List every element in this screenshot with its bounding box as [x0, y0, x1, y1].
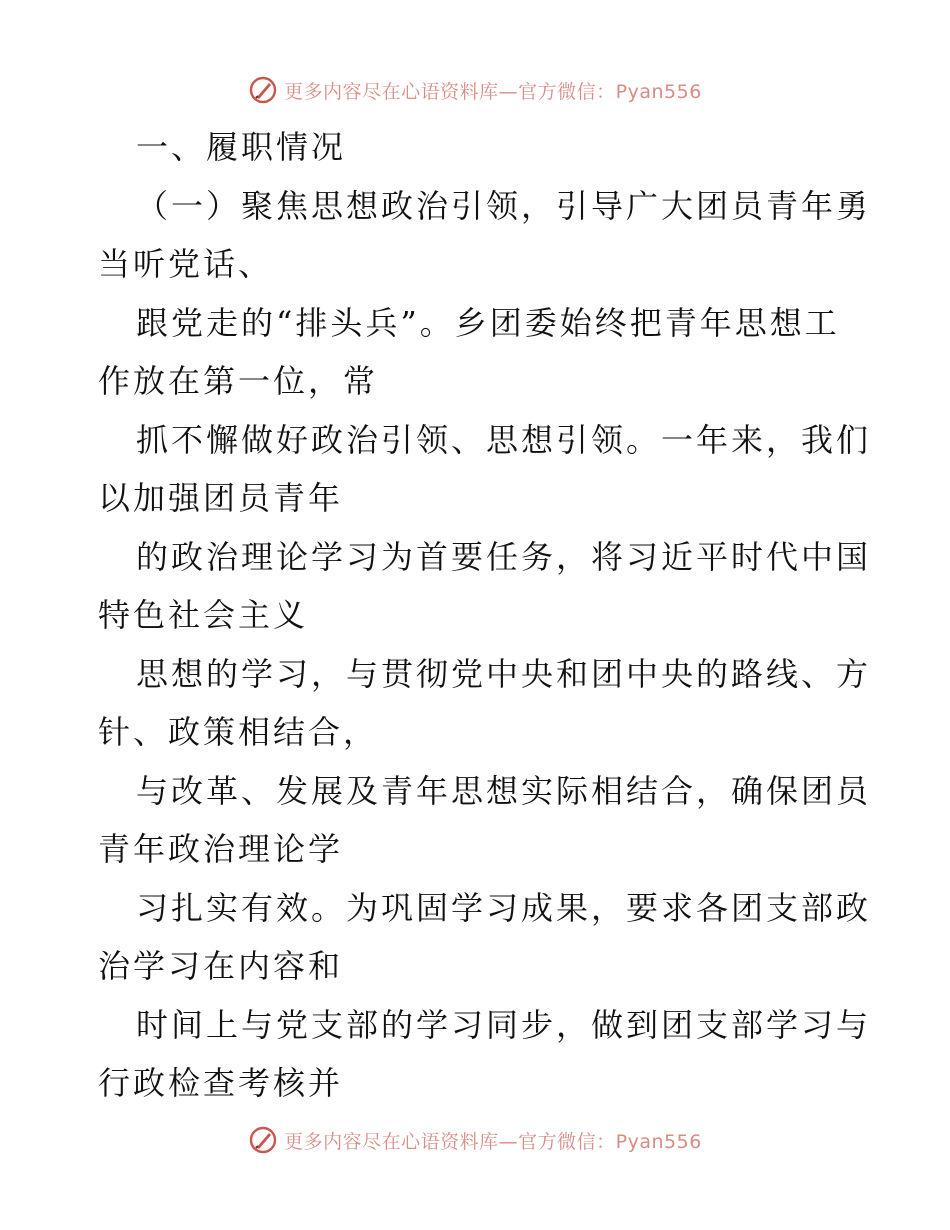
document-body [98, 118, 872, 1113]
paragraph-line: 当听党话、 [98, 245, 274, 283]
quill-pen-logo-icon [248, 1125, 278, 1155]
quill-pen-logo-icon [248, 75, 278, 105]
footer-watermark-banner [0, 1120, 950, 1160]
footer-watermark-text: 更多内容尽在心语资料库—官方微信：Pyan556 [284, 1130, 702, 1153]
section-heading: 一、履职情况 [136, 128, 347, 166]
paragraph-line: 以加强团员青年 [98, 479, 344, 517]
paragraph-line: 特色社会主义 [98, 596, 309, 634]
paragraph-line: 时间上与党支部的学习同步，做到团支部学习与 [136, 1005, 872, 1044]
header-watermark-text: 更多内容尽在心语资料库—官方微信：Pyan556 [284, 80, 702, 103]
paragraph-line: 与改革、发展及青年思想实际相结合，确保团员 [136, 771, 872, 810]
paragraph-line: 跟党走的“排头兵”。乡团委始终把青年思想工 [136, 303, 840, 342]
paragraph-line: （一）聚焦思想政治引领，引导广大团员青年勇 [136, 186, 872, 225]
paragraph-line: 作放在第一位，常 [98, 362, 379, 400]
header-watermark-banner [0, 70, 950, 110]
paragraph-line: 思想的学习，与贯彻党中央和团中央的路线、方 [136, 654, 872, 693]
paragraph-line: 抓不懈做好政治引领、思想引领。一年来，我们 [136, 420, 872, 459]
paragraph-line: 行政检查考核并 [98, 1064, 344, 1102]
paragraph-line: 青年政治理论学 [98, 830, 344, 868]
paragraph-line: 习扎实有效。为巩固学习成果，要求各团支部政 [136, 888, 872, 927]
paragraph-line: 的政治理论学习为首要任务，将习近平时代中国 [136, 537, 872, 576]
paragraph-line: 治学习在内容和 [98, 947, 344, 985]
paragraph-line: 针、政策相结合， [98, 713, 379, 751]
